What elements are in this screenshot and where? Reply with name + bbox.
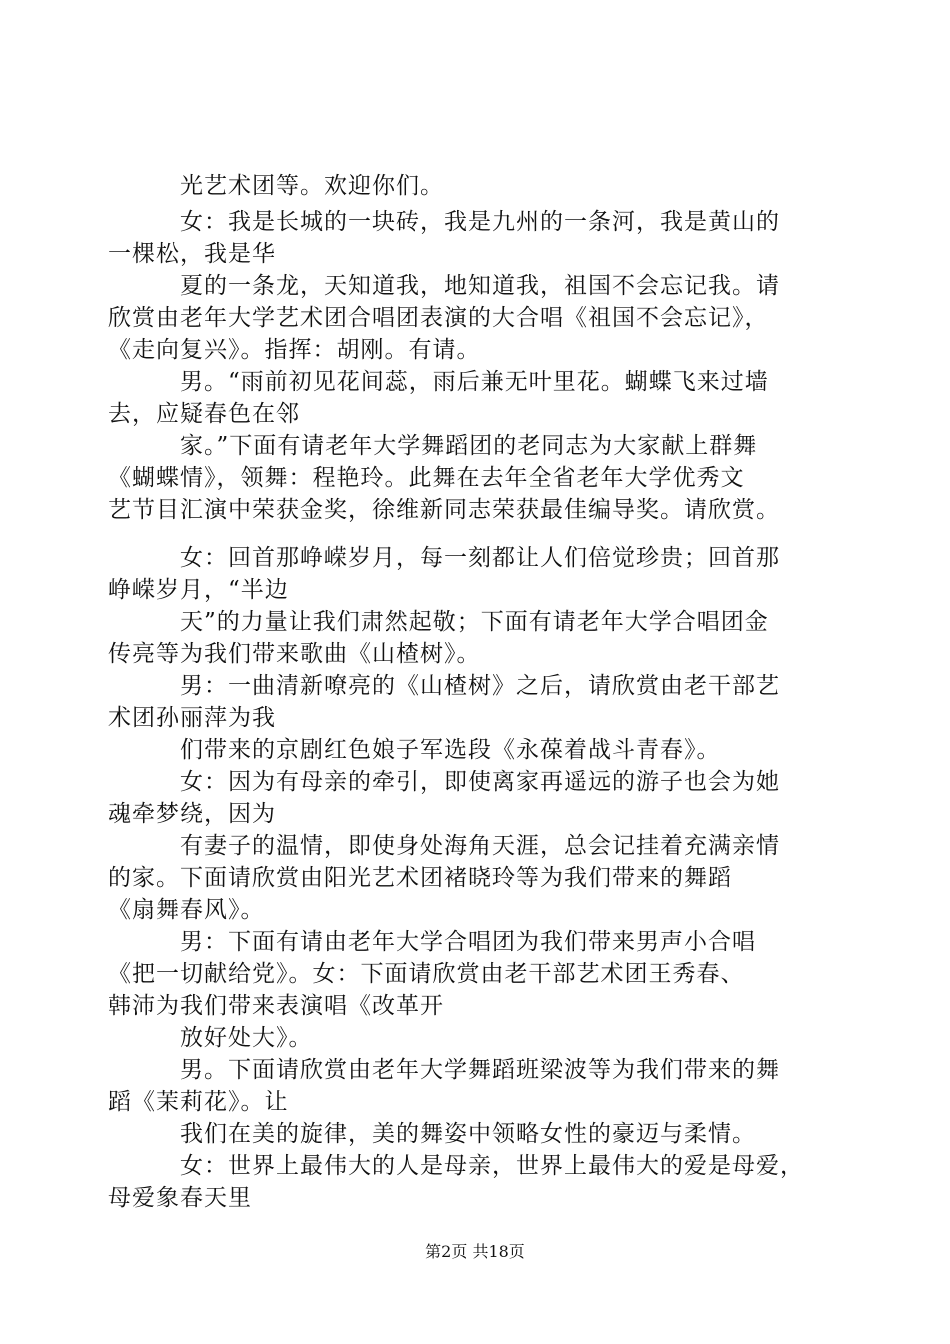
- text-line: 男。下面请欣赏由老年大学舞蹈班梁波等为我们带来的舞: [180, 1057, 780, 1083]
- text-line: 光艺术团等。欢迎你们。: [180, 173, 444, 199]
- text-line: 男。“雨前初见花间蕊，雨后兼无叶里花。蝴蝶飞来过墙: [180, 369, 769, 395]
- text-line: 女：世界上最伟大的人是母亲，世界上最伟大的爱是母爱，: [180, 1153, 804, 1179]
- text-line: 天”的力量让我们肃然起敬；下面有请老年大学合唱团金: [180, 609, 769, 635]
- text-line: 传亮等为我们带来歌曲《山楂树》。: [108, 641, 481, 667]
- text-line: 的家。下面请欣赏由阳光艺术团褚晓玲等为我们带来的舞蹈: [108, 865, 732, 891]
- text-line: 一棵松，我是华: [108, 241, 276, 267]
- text-line: 男：一曲清新嘹亮的《山楂树》之后，请欣赏由老干部艺: [180, 673, 780, 699]
- text-line: 《把一切献给党》。女：下面请欣赏由老干部艺术团王秀春、: [108, 961, 745, 987]
- text-line: 韩沛为我们带来表演唱《改革开: [108, 993, 444, 1019]
- text-line: 《走向复兴》。指挥：胡刚。有请。: [108, 337, 481, 363]
- text-line: 夏的一条龙，天知道我，地知道我，祖国不会忘记我。请: [180, 273, 780, 299]
- text-line: 家。”下面有请老年大学舞蹈团的老同志为大家献上群舞: [180, 433, 758, 459]
- text-line: 蹈《茉莉花》。让: [108, 1089, 289, 1115]
- text-line: 峥嵘岁月，“半边: [108, 577, 289, 603]
- text-line: 艺节目汇演中荣获金奖，徐维新同志荣获最佳编导奖。请欣赏。: [108, 497, 780, 523]
- text-line: 欣赏由老年大学艺术团合唱团表演的大合唱《祖国不会忘记》，: [108, 305, 769, 331]
- text-line: 们带来的京剧红色娘子军选段《永葆着战斗青春》。: [180, 737, 721, 763]
- text-line: 女：回首那峥嵘岁月，每一刻都让人们倍觉珍贵；回首那: [180, 545, 780, 571]
- text-line: 男：下面有请由老年大学合唱团为我们带来男声小合唱: [180, 929, 756, 955]
- text-line: 术团孙丽萍为我: [108, 705, 276, 731]
- text-line: 女：因为有母亲的牵引，即使离家再遥远的游子也会为她: [180, 769, 780, 795]
- text-line: 有妻子的温情，即使身处海角天涯，总会记挂着充满亲情: [180, 833, 780, 859]
- text-line: 魂牵梦绕，因为: [108, 801, 276, 827]
- text-line: 去，应疑春色在邻: [108, 401, 300, 427]
- text-line: 放好处大》。: [180, 1025, 313, 1051]
- page-number: 第2页 共18页: [425, 1242, 525, 1261]
- text-line: 《蝴蝶情》，领舞：程艳玲。此舞在去年全省老年大学优秀文: [108, 465, 745, 491]
- text-line: 母爱象春天里: [108, 1185, 252, 1211]
- text-line: 女：我是长城的一块砖，我是九州的一条河，我是黄山的: [180, 209, 780, 235]
- text-line: 《扇舞春风》。: [108, 897, 265, 923]
- text-line: 我们在美的旋律，美的舞姿中领略女性的豪迈与柔情。: [180, 1121, 756, 1147]
